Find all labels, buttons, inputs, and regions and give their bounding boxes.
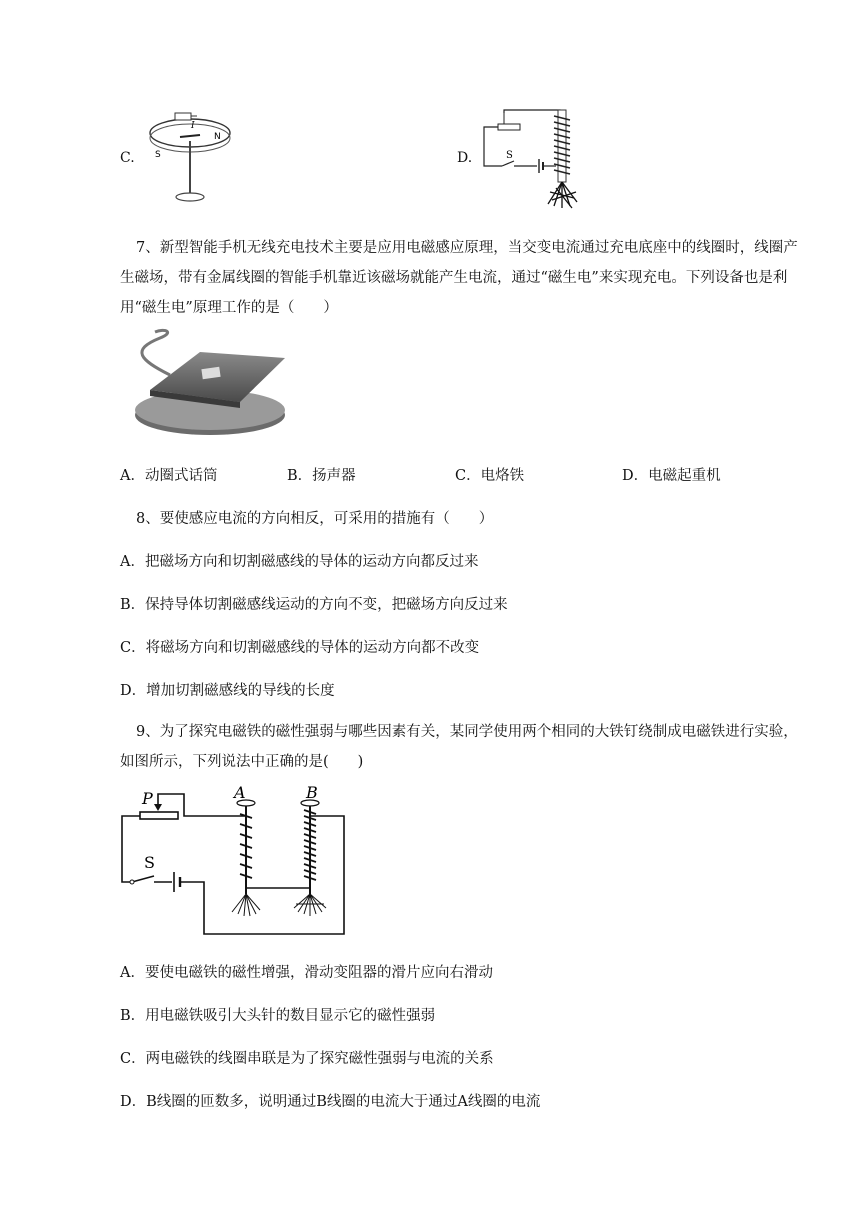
q9-option-a[interactable]: A．要使电磁铁的磁性增强，滑动变阻器的滑片应向右滑动 <box>120 965 493 981</box>
q7-option-a[interactable]: A．动圈式话筒 <box>120 468 218 484</box>
q9-option-d[interactable]: D．B线圈的匝数多，说明通过B线圈的电流大于通过A线圈的电流 <box>120 1094 541 1110</box>
question-8-text: 8、要使感应电流的方向相反，可采用的措施有（ ） <box>136 511 494 527</box>
q8-option-a[interactable]: A．把磁场方向和切割磁感线的导体的运动方向都反过来 <box>120 554 479 570</box>
q7-option-b[interactable]: B．扬声器 <box>287 468 356 484</box>
q9-option-c[interactable]: C．两电磁铁的线圈串联是为了探究磁性强弱与电流的关系 <box>120 1051 494 1067</box>
n-pole-label: N <box>214 132 221 142</box>
b-label: B <box>306 783 318 802</box>
compass-coil-figure <box>145 105 240 215</box>
electromagnet-experiment-figure <box>118 784 348 944</box>
q7-option-c[interactable]: C．电烙铁 <box>455 468 525 484</box>
question-9-text: 9、为了探究电磁铁的磁性强弱与哪些因素有关，某同学使用两个相同的大铁钉绕制成电磁铁进行实验，如图所示，下列说法中正确的是( ) <box>120 724 798 770</box>
q8-option-b[interactable]: B．保持导体切割磁感线运动的方向不变，把磁场方向反过来 <box>120 597 508 613</box>
p-label: P <box>142 789 153 808</box>
q9-option-b[interactable]: B．用电磁铁吸引大头针的数目显示它的磁性强弱 <box>120 1008 436 1024</box>
q8-option-d[interactable]: D．增加切割磁感线的导线的长度 <box>120 683 335 699</box>
option-c-label: C. <box>120 150 135 166</box>
wireless-charger-figure <box>130 330 290 440</box>
s-label: S <box>144 853 155 872</box>
q8-option-c[interactable]: C．将磁场方向和切割磁感线的导体的运动方向都不改变 <box>120 640 480 656</box>
current-label: I <box>191 121 195 131</box>
question-7-text: 7、新型智能手机无线充电技术主要是应用电磁感应原理，当交变电流通过充电底座中的线圈时，线圈产生磁场，带有金属线圈的智能手机靠近该磁场就能产生电流，通过“磁生电”来实现充电。下列设备也是利用“磁生电”原理工作的是（ ） <box>120 240 798 316</box>
s-pole-label: S <box>155 150 161 160</box>
electromagnet-circuit-figure <box>482 108 592 213</box>
a-label: A <box>234 783 246 802</box>
d-switch-label: S <box>506 150 513 161</box>
option-d-label: D. <box>457 150 473 166</box>
q7-option-d[interactable]: D．电磁起重机 <box>622 468 721 484</box>
